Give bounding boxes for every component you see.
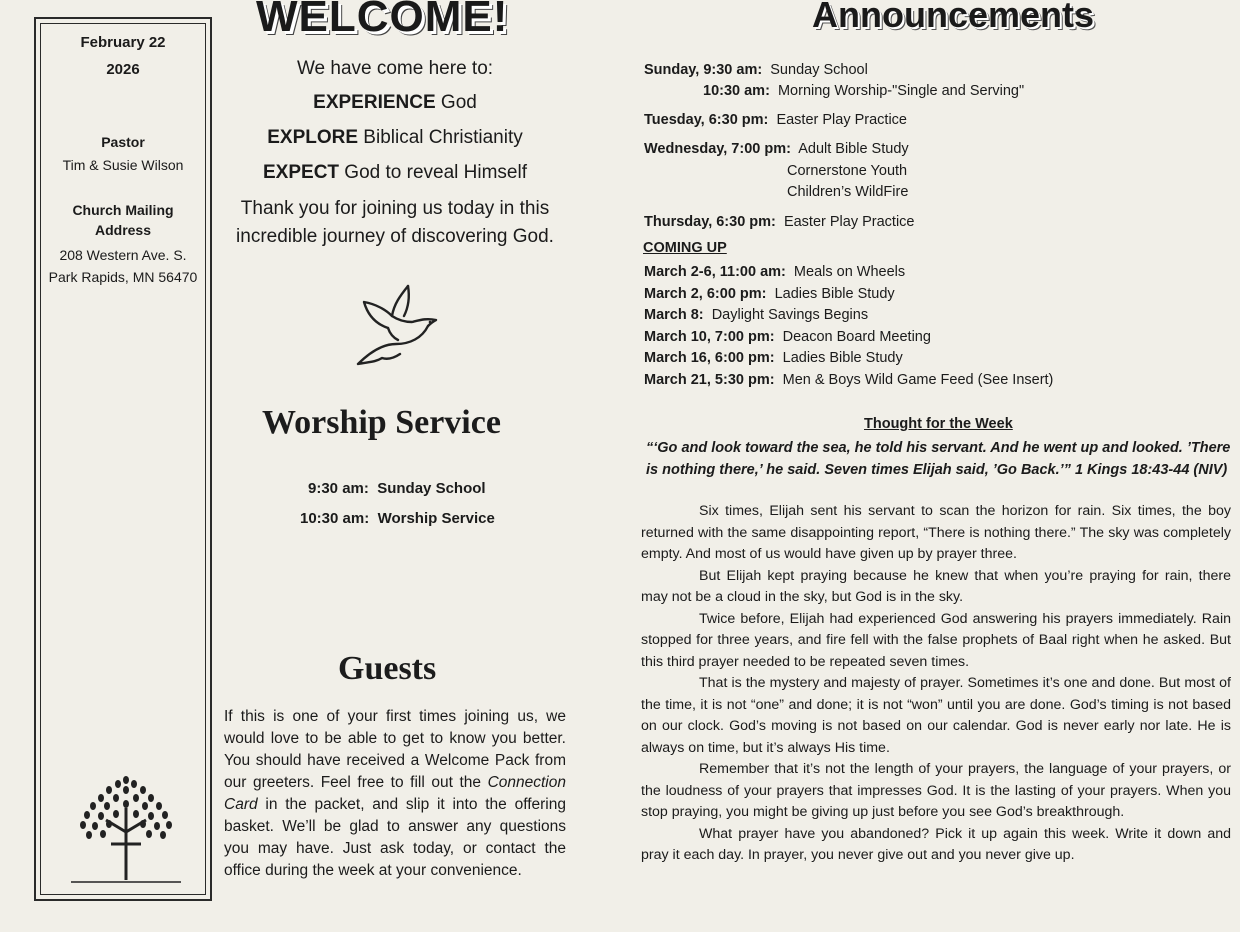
coming-up-when: March 16, 6:00 pm:	[644, 350, 775, 366]
coming-up-what: Men & Boys Wild Game Feed (See Insert)	[782, 372, 1054, 388]
dove-icon	[350, 282, 446, 374]
expect-line	[230, 162, 560, 184]
mailing-label: Church Mailing	[72, 202, 174, 218]
service-name: Sunday School	[377, 480, 486, 497]
address-line-2: Park Rapids, MN 56470	[48, 269, 198, 285]
experience-word: EXPERIENCE	[313, 92, 436, 113]
service-time: 9:30 am:	[308, 480, 369, 497]
announcements-title: Announcements	[812, 0, 1095, 35]
service-row-1	[308, 480, 486, 497]
welcome-intro: We have come here to:	[296, 58, 494, 79]
announcement-when: 10:30 am:	[703, 83, 770, 99]
expect-word: EXPECT	[263, 162, 340, 183]
announcement-when: Sunday, 9:30 am:	[644, 62, 763, 78]
explore-word: EXPLORE	[267, 127, 359, 148]
announcement-row	[644, 62, 868, 78]
thanks-line-2: incredible journey of discovering God.	[236, 226, 554, 247]
announcement-row	[787, 184, 908, 200]
announcement-when: Tuesday, 6:30 pm:	[644, 112, 769, 128]
thought-paragraph: But Elijah kept praying because he knew that when you’re praying for rain, there may not be a cloud in the sky, but God is in the sky.	[641, 567, 1231, 605]
guests-text-part1: If this is one of your first times joining us, we would love to be able to get to know you better. You should have received a Welcome Pack from our greeters. Feel free to fill out the	[224, 708, 566, 791]
welcome-title: WELCOME!	[256, 0, 509, 41]
sidebar	[34, 17, 212, 901]
coming-up-row	[644, 264, 905, 280]
experience-line	[230, 92, 560, 114]
announcement-what: Adult Bible Study	[798, 141, 909, 157]
coming-up-label: COMING UP	[643, 240, 727, 256]
announcement-when: Wednesday, 7:00 pm:	[644, 141, 791, 157]
coming-up-row	[644, 286, 895, 302]
thought-heading: Thought for the Week	[864, 416, 1013, 432]
bulletin-date: February 22	[80, 34, 166, 51]
coming-up-row	[644, 307, 868, 323]
coming-up-what: Ladies Bible Study	[782, 350, 903, 366]
thought-paragraph: Six times, Elijah sent his servant to scan the horizon for rain. Six times, the boy returned with the same disappointing report, “There is nothing there.” The sky was completely empty. And most of us would have given up by prayer three.	[641, 503, 1231, 562]
announcement-what: Cornerstone Youth	[787, 163, 908, 179]
thanks-line-1: Thank you for joining us today in this	[240, 198, 550, 219]
address-line-1: 208 Western Ave. S.	[59, 247, 187, 263]
announcement-what: Children’s WildFire	[787, 184, 909, 200]
announcement-when: Thursday, 6:30 pm:	[644, 214, 776, 230]
thought-verse: “‘Go and look toward the sea, he told his servant. And he went up and looked. ’There is nothing there,’ he said. Seven times Elijah said, ’Go Back.’” 1 Kings 18:43-44 (NIV)	[646, 440, 1231, 478]
thought-body	[641, 501, 1231, 867]
pastor-label: Pastor	[101, 134, 145, 150]
guests-text-part2: in the packet, and slip it into the offering basket. We’ll be glad to answer any questions you may have. Just ask today, or contact the office during the week at your convenience.	[224, 796, 566, 879]
announcement-row	[644, 141, 909, 157]
explore-rest: Biblical Christianity	[358, 127, 523, 148]
worship-heading: Worship Service	[262, 404, 501, 441]
guests-text	[224, 706, 566, 882]
announcement-row	[703, 83, 1024, 99]
announcement-what: Sunday School	[770, 62, 868, 78]
coming-up-what: Meals on Wheels	[793, 264, 906, 280]
coming-up-when: March 10, 7:00 pm:	[644, 329, 775, 345]
coming-up-when: March 2, 6:00 pm:	[644, 286, 767, 302]
service-time: 10:30 am:	[300, 510, 370, 527]
service-row-2	[300, 510, 495, 527]
announcement-what: Easter Play Practice	[776, 112, 907, 128]
pastor-names: Tim & Susie Wilson	[62, 157, 184, 173]
announcement-row	[644, 112, 907, 128]
connection-card-term: Connection Card	[224, 774, 566, 813]
service-name: Worship Service	[377, 510, 495, 527]
coming-up-row	[644, 372, 1053, 388]
experience-rest: God	[435, 92, 477, 113]
explore-line	[230, 127, 560, 149]
coming-up-when: March 8:	[644, 307, 704, 323]
coming-up-what: Deacon Board Meeting	[782, 329, 931, 345]
thought-paragraph: That is the mystery and majesty of prayer. Sometimes it’s one and done. But most of the time, it is not “one” and done; it is not “won” until you are done. God’s timing is not based on our clock. God’s moving is not based on our calendar. God is never early nor late. He is always on time, but it’s always His time.	[641, 675, 1231, 756]
announcement-row	[644, 214, 915, 230]
coming-up-when: March 2-6, 11:00 am:	[644, 264, 786, 280]
guests-heading: Guests	[338, 650, 437, 687]
thought-paragraph: Twice before, Elijah had experienced God answering his prayers immediately. Rain stopped for three years, and fire fell with the false prophets of Baal right when he asked. But this third prayer needed to be repeated seven times.	[641, 610, 1231, 670]
coming-up-row	[644, 350, 903, 366]
coming-up-row	[644, 329, 931, 345]
coming-up-what: Ladies Bible Study	[774, 286, 895, 302]
tree-icon	[71, 772, 181, 890]
coming-up-when: March 21, 5:30 pm:	[644, 372, 775, 388]
bulletin-year: 2026	[106, 61, 140, 78]
thought-paragraph: What prayer have you abandoned? Pick it up again this week. Write it down and pray it each day. In prayer, you never give out and you never give up.	[641, 825, 1231, 863]
sidebar-inner-border	[40, 23, 206, 895]
expect-rest: God to reveal Himself	[339, 162, 527, 183]
announcement-what: Morning Worship-"Single and Serving"	[777, 83, 1025, 99]
coming-up-what: Daylight Savings Begins	[711, 307, 869, 323]
announcement-what: Easter Play Practice	[783, 214, 915, 230]
thought-paragraph: Remember that it’s not the length of your prayers, the language of your prayers, or the loudness of your prayers that impresses God. It is the lasting of your prayers. When you stop praying, you might be giving up just before you see God’s breakthrough.	[641, 761, 1231, 820]
mailing-label-2: Address	[94, 222, 152, 238]
announcement-row	[787, 163, 907, 179]
